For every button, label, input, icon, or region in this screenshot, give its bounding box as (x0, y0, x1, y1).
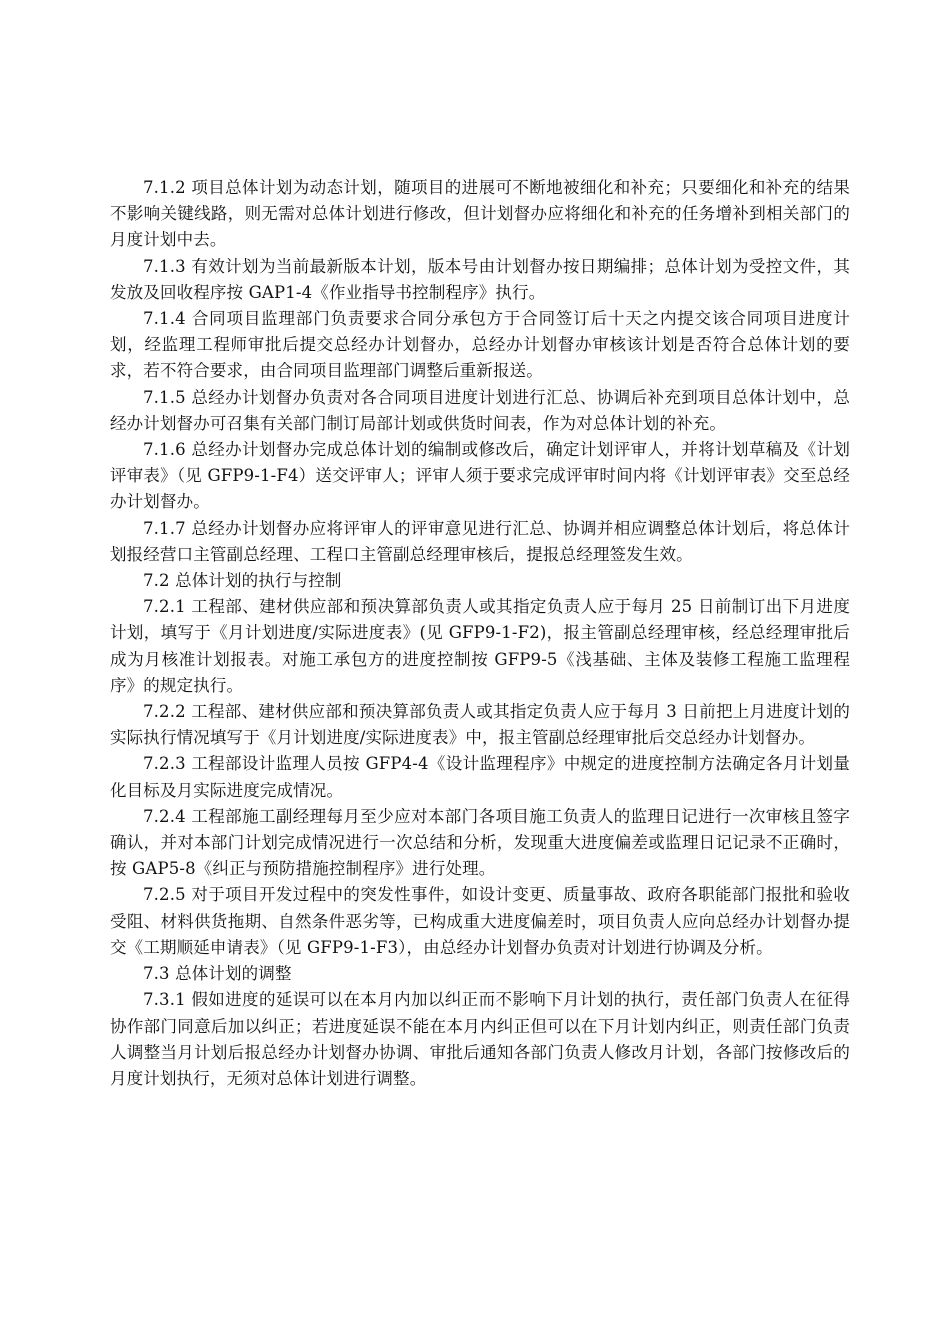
paragraph-7-2-1: 7.2.1 工程部、建材供应部和预决算部负责人或其指定负责人应于每月 25 日前制订出下月进度计划，填写于《月计划进度/实际进度表》(见 GFP9-1-F2)，报主管副总经理审核，经总经理审批后成为月核准计划报表。对施工承包方的进度控制按 GFP9-5《浅基础、主体及装修工程施工监理程序》的规定执行。 (110, 597, 850, 695)
paragraph-7-1-7: 7.1.7 总经办计划督办应将评审人的评审意见进行汇总、协调并相应调整总体计划后，将总体计划报经营口主管副总经理、工程口主管副总经理审核后，提报总经理签发生效。 (110, 518, 850, 564)
paragraph-7-1-6: 7.1.6 总经办计划督办完成总体计划的编制或修改后，确定计划评审人，并将计划草稿及《计划评审表》（见 GFP9-1-F4）送交评审人；评审人须于要求完成评审时间内将《计划评审表》交至总经办计划督办。 (110, 440, 850, 512)
paragraph-7-1-5: 7.1.5 总经办计划督办负责对各合同项目进度计划进行汇总、协调后补充到项目总体计划中，总经办计划督办可召集有关部门制订局部计划或供货时间表，作为对总体计划的补充。 (110, 387, 850, 433)
document-page (110, 175, 850, 1092)
paragraph-7-2-5: 7.2.5 对于项目开发过程中的突发性事件，如设计变更、质量事故、政府各职能部门报批和验收受阻、材料供货拖期、自然条件恶劣等，已构成重大进度偏差时，项目负责人应向总经办计划督办提交《工期顺延申请表》（见 GFP9-1-F3），由总经办计划督办负责对计划进行协调及分析。 (110, 885, 850, 957)
paragraph-7-1-4: 7.1.4 合同项目监理部门负责要求合同分承包方于合同签订后十天之内提交该合同项目进度计划，经监理工程师审批后提交总经办计划督办，总经办计划督办审核该计划是否符合总体计划的要求，若不符合要求，由合同项目监理部门调整后重新报送。 (110, 309, 850, 381)
paragraph-7-2-3: 7.2.3 工程部设计监理人员按 GFP4-4《设计监理程序》中规定的进度控制方法确定各月计划量化目标及月实际进度完成情况。 (110, 754, 850, 800)
paragraph-7-2-4: 7.2.4 工程部施工副经理每月至少应对本部门各项目施工负责人的监理日记进行一次审核且签字确认，并对本部门计划完成情况进行一次总结和分析，发现重大进度偏差或监理日记记录不正确时，按 GAP5-8《纠正与预防措施控制程序》进行处理。 (110, 806, 850, 879)
section-heading-7-2: 7.2 总体计划的执行与控制 (143, 571, 342, 591)
paragraph-7-1-2: 7.1.2 项目总体计划为动态计划，随项目的进展可不断地被细化和补充；只要细化和补充的结果不影响关键线路，则无需对总体计划进行修改，但计划督办应将细化和补充的任务增补到相关部门的月度计划中去。 (110, 178, 850, 250)
paragraph-7-3-1: 7.3.1 假如进度的延误可以在本月内加以纠正而不影响下月计划的执行，责任部门负责人在征得协作部门同意后加以纠正；若进度延误不能在本月内纠正但可以在下月计划内纠正，则责任部门负责人调整当月计划后报总经办计划督办协调、审批后通知各部门负责人修改月计划，各部门按修改后的月度计划执行，无须对总体计划进行调整。 (110, 990, 850, 1088)
paragraph-7-1-3: 7.1.3 有效计划为当前最新版本计划，版本号由计划督办按日期编排；总体计划为受控文件，其发放及回收程序按 GAP1-4《作业指导书控制程序》执行。 (110, 256, 850, 302)
paragraph-7-2-2: 7.2.2 工程部、建材供应部和预决算部负责人或其指定负责人应于每月 3 日前把上月进度计划的实际执行情况填写于《月计划进度/实际进度表》中，报主管副总经理审批后交总经办计划督办。 (110, 702, 850, 748)
section-heading-7-3: 7.3 总体计划的调整 (143, 964, 292, 984)
